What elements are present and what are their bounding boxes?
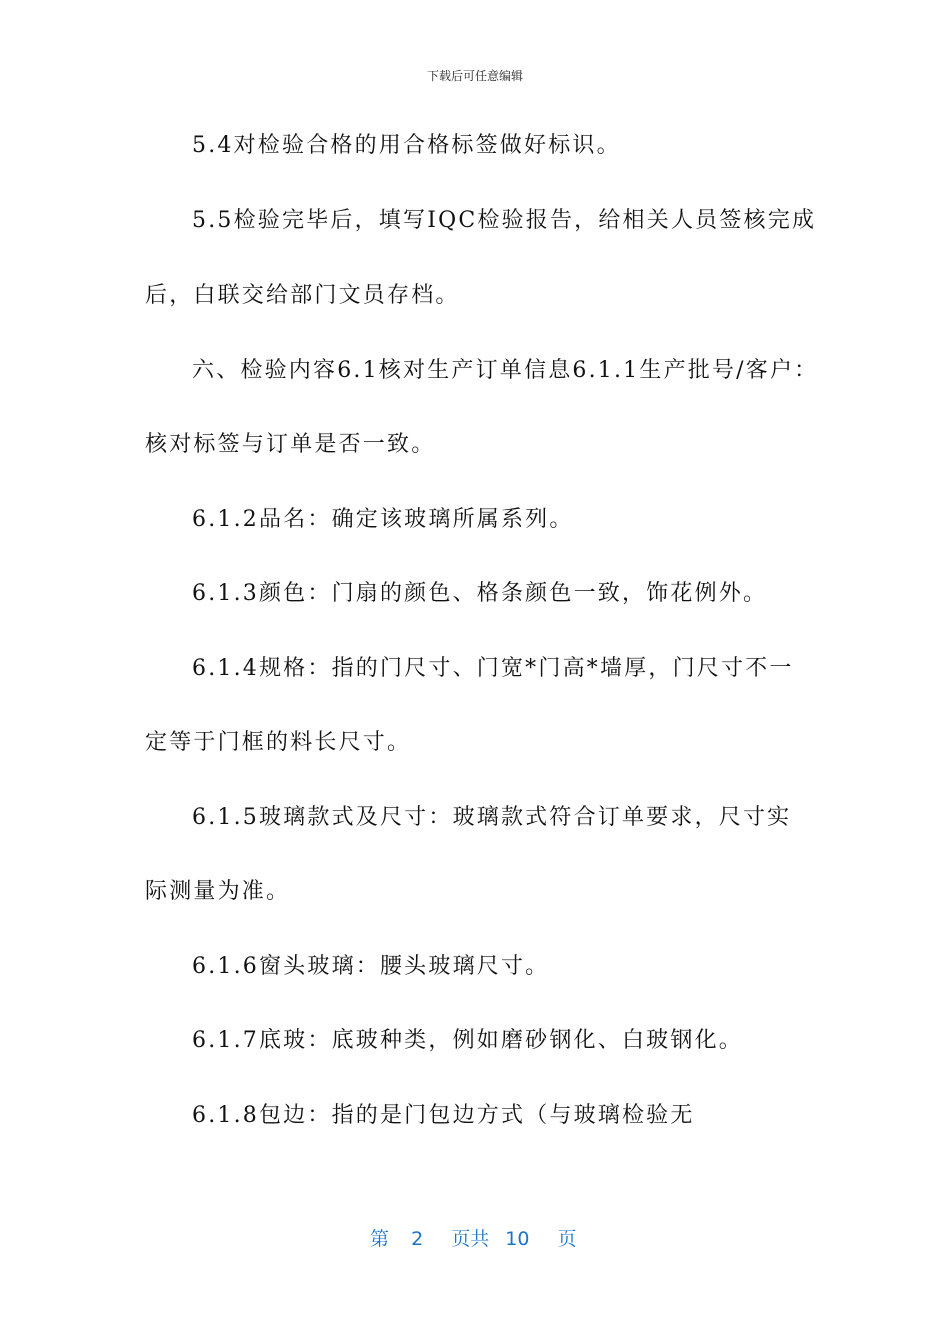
paragraph-line: 6.1.2品名：确定该玻璃所属系列。 (192, 507, 574, 532)
footer-current-page: 2 (411, 1228, 424, 1250)
paragraph-line: 6.1.8包边：指的是门包边方式（与玻璃检验无 (192, 1103, 695, 1128)
paragraph-line: 际测量为准。 (145, 879, 291, 904)
paragraph-line: 6.1.6窗头玻璃：腰头玻璃尺寸。 (192, 954, 550, 979)
paragraph-line: 六、检验内容6.1核对生产订单信息6.1.1生产批号/客户： (192, 358, 819, 383)
paragraph-line: 5.5检验完毕后，填写IQC检验报告，给相关人员签核完成 (192, 208, 817, 233)
paragraph-line: 5.4对检验合格的用合格标签做好标识。 (192, 133, 621, 158)
header-note: 下载后可任意编辑 (426, 69, 523, 83)
paragraph-line: 定等于门框的料长尺寸。 (145, 730, 412, 755)
paragraph-line: 后，白联交给部门文员存档。 (145, 283, 460, 308)
footer-prefix: 第 (370, 1228, 390, 1250)
page-number-footer (370, 1226, 577, 1252)
paragraph-line: 6.1.7底玻：底玻种类，例如磨砂钢化、白玻钢化。 (192, 1028, 743, 1053)
paragraph-line: 6.1.3颜色：门扇的颜色、格条颜色一致，饰花例外。 (192, 581, 768, 606)
footer-suffix: 页 (557, 1228, 577, 1250)
paragraph-line: 6.1.5玻璃款式及尺寸：玻璃款式符合订单要求，尺寸实 (192, 805, 792, 830)
footer-middle: 页共 (451, 1228, 490, 1250)
footer-total-pages: 10 (505, 1228, 530, 1250)
paragraph-line: 核对标签与订单是否一致。 (145, 432, 436, 457)
paragraph-line: 6.1.4规格：指的门尺寸、门宽*门高*墙厚，门尺寸不一 (192, 656, 794, 681)
